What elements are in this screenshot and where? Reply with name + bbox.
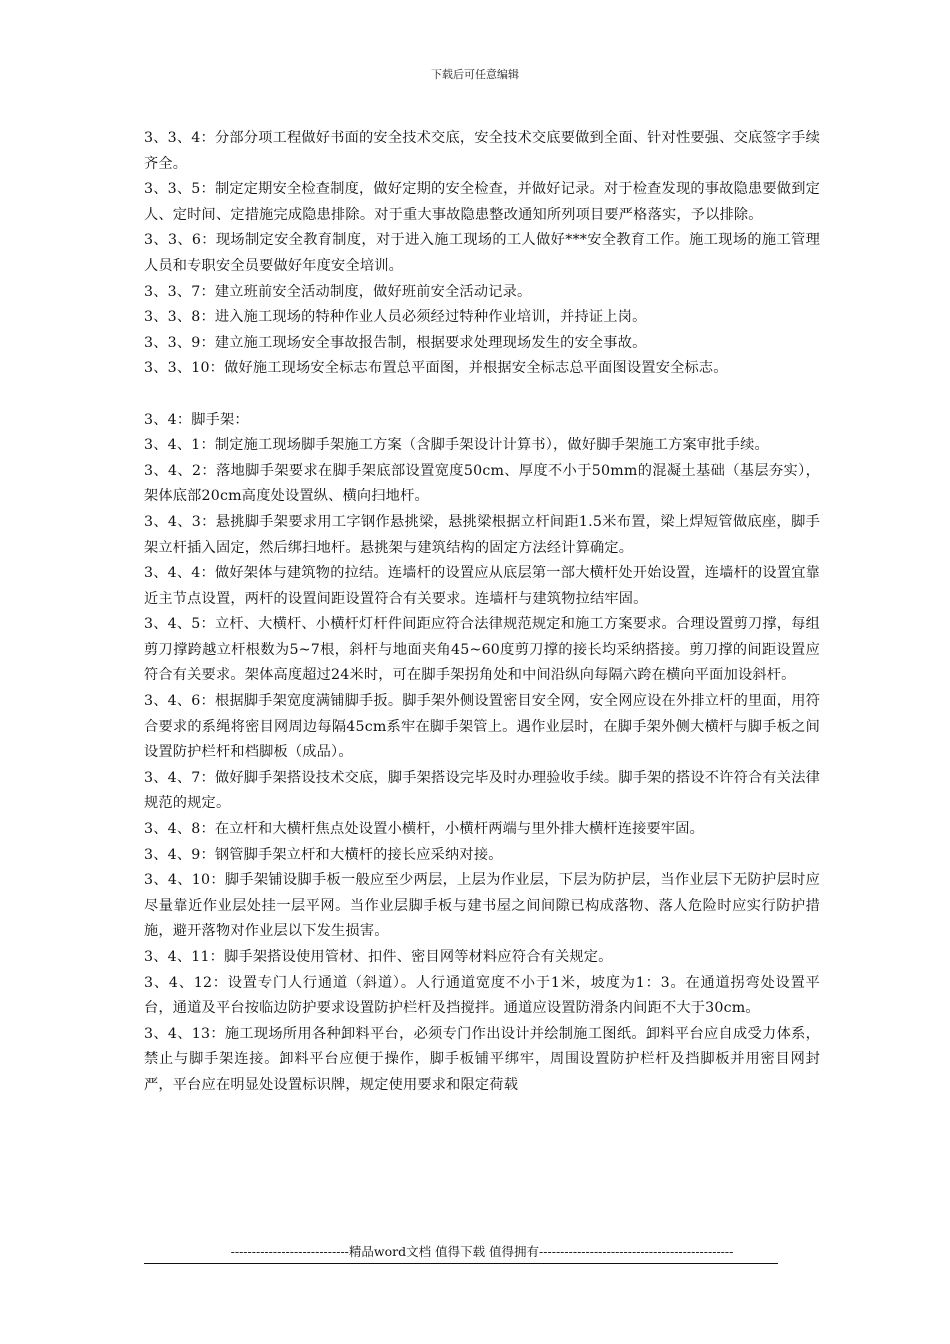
paragraph-3-4-11: 3、4、11：脚手架搭设使用管材、扣件、密目网等材料应符合有关规定。	[144, 949, 613, 965]
paragraph-3-4-5: 3、4、5：立杆、大横杆、小横杆灯杆件间距应符合法律规范规定和施工方案要求。合理设置剪刀撑，每组剪刀撑跨越立杆根数为5~7根，斜杆与地面夹角45~60度剪刀撑的接长均采纳搭接。剪刀撑的间距设置应符合有关要求。架体高度超过24米时，可在脚手架拐角处和中间沿纵向每隔六跨在横向平面加设斜杆。	[144, 616, 820, 684]
footer-divider	[144, 1263, 778, 1264]
paragraph-3-4-7: 3、4、7：做好脚手架搭设技术交底，脚手架搭设完毕及时办理验收手续。脚手架的搭设不许符合有关法律规范的规定。	[144, 769, 820, 812]
paragraph-3-4-6: 3、4、6：根据脚手架宽度满铺脚手扳。脚手架外侧设置密目安全网，安全网应设在外排立杆的里面，用符合要求的系绳将密目网周边每隔45cm系牢在脚手架管上。遇作业层时，在脚手架外侧大横杆与脚手板之间设置防护栏杆和档脚板（成品）。	[144, 693, 820, 761]
paragraph-3-4-1: 3、4、1：制定施工现场脚手架施工方案（含脚手架设计计算书），做好脚手架施工方案审批手续。	[144, 437, 769, 454]
paragraph-3-4-2: 3、4、2：落地脚手架要求在脚手架底部设置宽度50cm、厚度不小于50mm的混凝土基础（基层夯实），架体底部20cm高度处设置纵、横向扫地杆。	[144, 462, 820, 505]
paragraph-3-3-7: 3、3、7：建立班前安全活动制度，做好班前安全活动记录。	[144, 283, 532, 300]
page-header: 下载后可任意编辑	[431, 68, 519, 81]
section-heading-3-4: 3、4：脚手架：	[144, 411, 249, 428]
paragraph-3-4-13: 3、4、13：施工现场所用各种卸料平台，必须专门作出设计并绘制施工图纸。卸料平台应自成受力体系，禁止与脚手架连接。卸料平台应便于操作，脚手板铺平绑牢，周围设置防护栏杆及挡脚板并用密目网封严，平台应在明显处设置标识牌，规定使用要求和限定荷载	[144, 1025, 820, 1093]
paragraph-3-3-10: 3、3、10：做好施工现场安全标志布置总平面图，并根据安全标志总平面图设置安全标志。	[144, 360, 728, 377]
paragraph-3-4-9: 3、4、9：钢管脚手架立杆和大横杆的接长应采纳对接。	[144, 846, 503, 863]
blank-line	[144, 382, 820, 408]
paragraph-3-4-10: 3、4、10：脚手架铺设脚手板一般应至少两层，上层为作业层，下层为防护层，当作业层下无防护层时应尽量靠近作业层处挂一层平网。当作业层脚手板与建书屋之间间隙已构成落物、落人危险时应实行防护措施，避开落物对作业层以下发生损害。	[144, 872, 820, 940]
paragraph-3-4-8: 3、4、8：在立杆和大横杆焦点处设置小横杆，小横杆两端与里外排大横杆连接要牢固。	[144, 821, 705, 838]
document-body	[144, 126, 820, 1099]
paragraph-3-3-9: 3、3、9：建立施工现场安全事故报告制，根据要求处理现场发生的安全事故。	[144, 334, 647, 351]
paragraph-3-3-5: 3、3、5：制定定期安全检查制度，做好定期的安全检查，并做好记录。对于检查发现的事故隐患要做到定人、定时间、定措施完成隐患排除。对于重大事故隐患整改通知所列项目要严格落实，予以排除。	[144, 181, 820, 223]
paragraph-3-3-4: 3、3、4：分部分项工程做好书面的安全技术交底，安全技术交底要做到全面、针对性要强、交底签字手续齐全。	[144, 130, 820, 172]
paragraph-3-4-12: 3、4、12：设置专门人行通道（斜道）。人行通道宽度不小于1米，坡度为1：3。在通道拐弯处设置平台，通道及平台按临边防护要求设置防护栏杆及挡搅拌。通道应设置防滑条内间距不大于30cm。	[144, 974, 820, 1017]
paragraph-3-4-3: 3、4、3：悬挑脚手架要求用工字钢作悬挑梁，悬挑梁根据立杆间距1.5米布置，梁上焊短管做底座，脚手架立杆插入固定，然后绑扫地杆。悬挑架与建筑结构的固定方法经计算确定。	[144, 513, 820, 556]
page-footer: ----------------------------精品word文档 值得下载 值得拥有----------------------------------------------	[230, 1244, 734, 1259]
paragraph-3-3-6: 3、3、6：现场制定安全教育制度，对于进入施工现场的工人做好***安全教育工作。施工现场的施工管理人员和专职安全员要做好年度安全培训。	[144, 232, 820, 274]
paragraph-3-4-4: 3、4、4：做好架体与建筑物的拉结。连墙杆的设置应从底层第一部大横杆处开始设置，连墙杆的设置宜靠近主节点设置，两杆的设置间距设置符合有关要求。连墙杆与建筑物拉结牢固。	[144, 565, 820, 607]
paragraph-3-3-8: 3、3、8：进入施工现场的特种作业人员必须经过特种作业培训，并持证上岗。	[144, 309, 647, 326]
